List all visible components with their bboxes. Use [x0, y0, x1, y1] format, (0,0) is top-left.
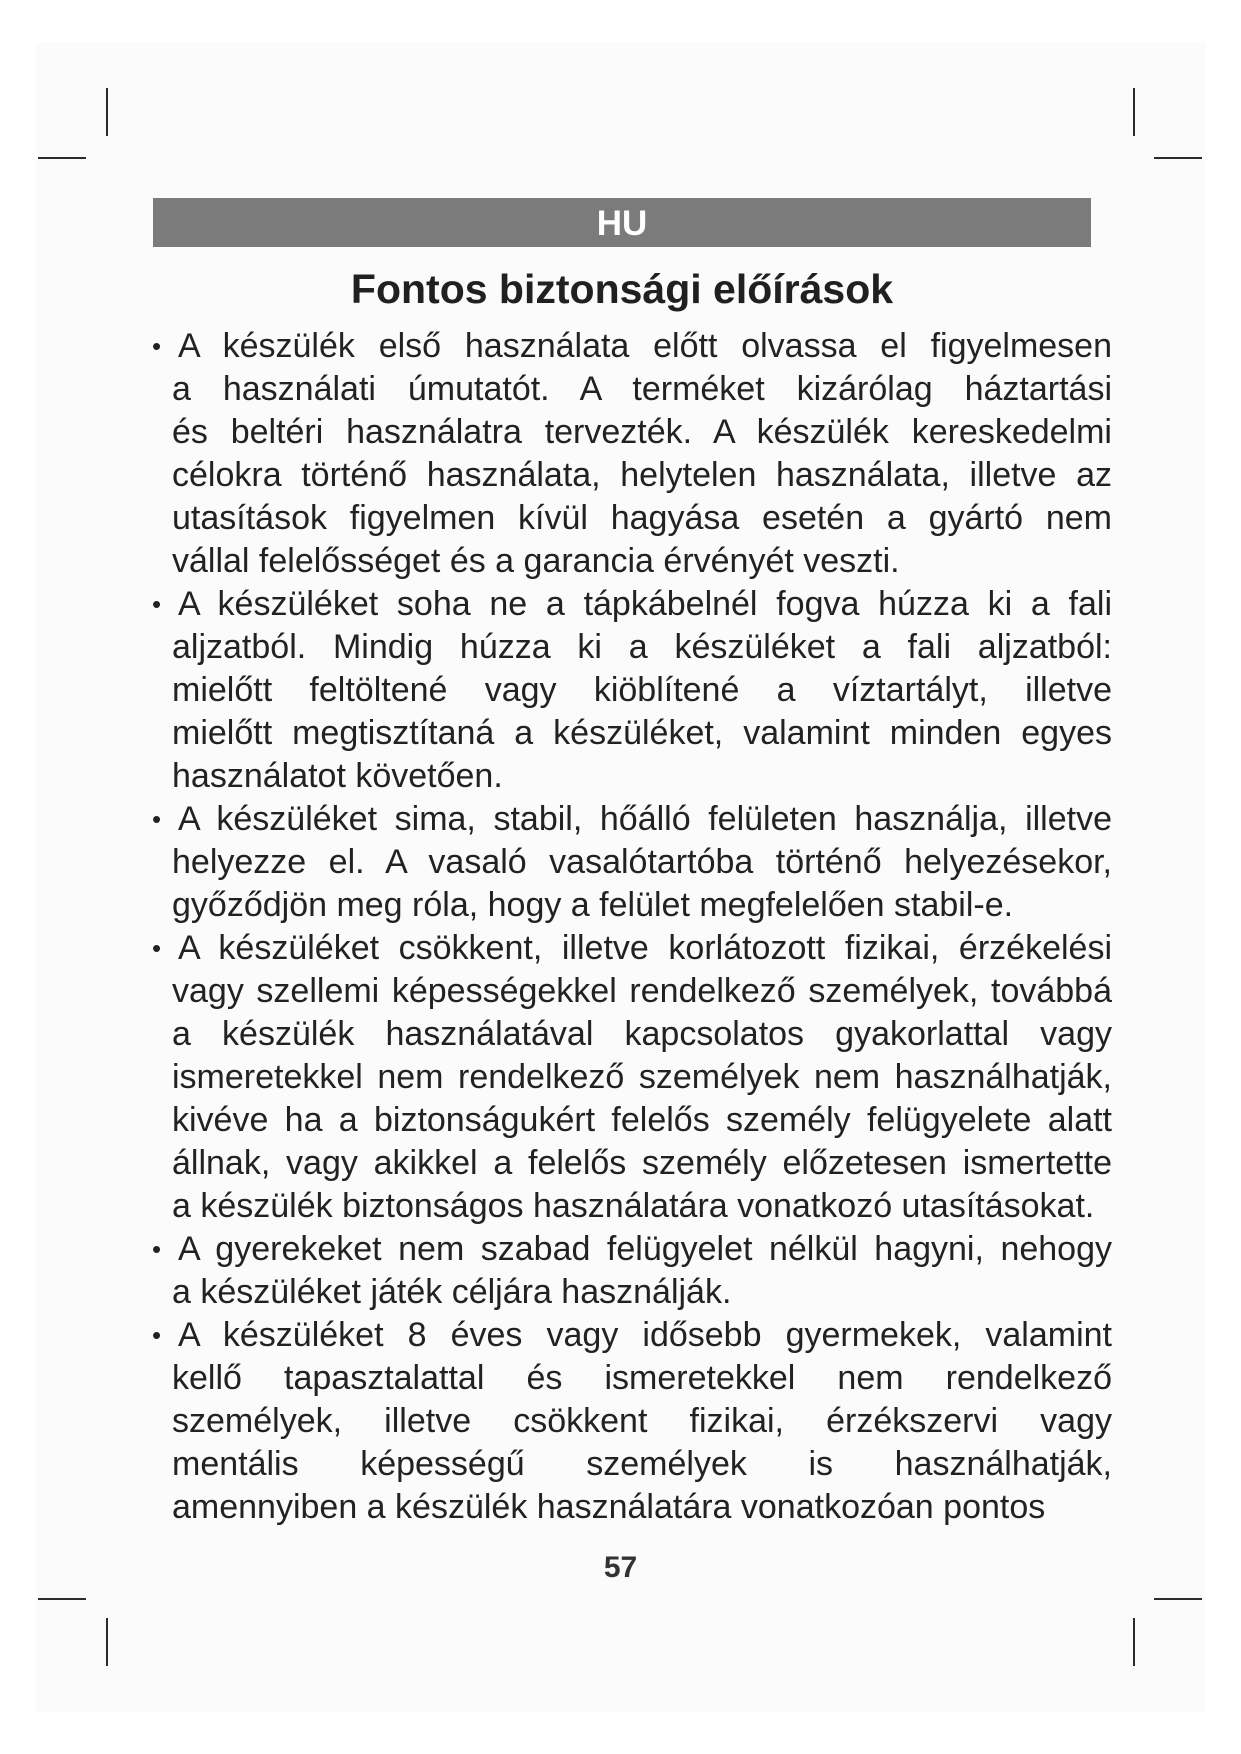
safety-instructions-list [152, 325, 1112, 1529]
instruction-line: mentális képességű személyek is használhatják, [172, 1445, 1112, 1483]
instruction-item [152, 1228, 1112, 1314]
instruction-line: A gyerekeket nem szabad felügyelet nélkül hagyni, nehogy [178, 1230, 1112, 1268]
instruction-line: A készüléket soha ne a tápkábelnél fogva húzza ki a fali [178, 585, 1112, 623]
instruction-line: a készülék használatával kapcsolatos gyakorlattal vagy [172, 1015, 1112, 1053]
instruction-line: győződjön meg róla, hogy a felület megfelelően stabil-e. [172, 886, 1014, 924]
bullet-icon: • [152, 1320, 162, 1350]
instruction-line: a készülék biztonságos használatára vonatkozó utasításokat. [172, 1187, 1095, 1225]
instruction-line: célokra történő használata, helytelen használata, illetve az [172, 456, 1112, 494]
instruction-line: A készüléket 8 éves vagy idősebb gyermekek, valamint [178, 1316, 1112, 1354]
instruction-item [152, 1314, 1112, 1529]
instruction-item [152, 798, 1112, 927]
instruction-line: kellő tapasztalattal és ismeretekkel nem rendelkező [172, 1359, 1112, 1397]
crop-mark-bottom-left-vertical [106, 1618, 108, 1666]
bullet-icon: • [152, 331, 162, 361]
instruction-line: használatot követően. [172, 757, 503, 795]
bullet-icon: • [152, 804, 162, 834]
crop-mark-top-left-horizontal [38, 157, 86, 159]
instruction-line: vállal felelősséget és a garancia érvényét veszti. [172, 542, 900, 580]
instruction-line: vagy szellemi képességekkel rendelkező személyek, továbbá [172, 972, 1112, 1010]
language-header-bar [153, 198, 1091, 247]
bullet-icon: • [152, 589, 162, 619]
language-code: HU [596, 204, 648, 243]
instruction-line: A készüléket sima, stabil, hőálló felületen használja, illetve [178, 800, 1112, 838]
instruction-line: mielőtt megtisztítaná a készüléket, valamint minden egyes [172, 714, 1112, 752]
instruction-line: helyezze el. A vasaló vasalótartóba történő helyezésekor, [172, 843, 1112, 881]
instruction-item [152, 325, 1112, 583]
instruction-item [152, 927, 1112, 1228]
instruction-line: A készülék első használata előtt olvassa el figyelmesen [178, 327, 1112, 365]
instruction-line: állnak, vagy akikkel a felelős személy előzetesen ismertette [172, 1144, 1112, 1182]
bullet-icon: • [152, 1234, 162, 1264]
instruction-line: a használati úmutatót. A terméket kizárólag háztartási [172, 370, 1112, 408]
page-title: Fontos biztonsági előírások [350, 266, 894, 312]
crop-mark-bottom-left-horizontal [38, 1598, 86, 1600]
instruction-line: utasítások figyelmen kívül hagyása esetén a gyártó nem [172, 499, 1112, 537]
page-number: 57 [603, 1551, 638, 1584]
instruction-line: a készüléket játék céljára használják. [172, 1273, 732, 1311]
instruction-item [152, 583, 1112, 798]
instruction-line: aljzatból. Mindig húzza ki a készüléket a fali aljzatból: [172, 628, 1112, 666]
instruction-line: személyek, illetve csökkent fizikai, érzékszervi vagy [172, 1402, 1112, 1440]
bullet-icon: • [152, 933, 162, 963]
crop-mark-bottom-right-vertical [1133, 1618, 1135, 1666]
instruction-line: és beltéri használatra tervezték. A készülék kereskedelmi [172, 413, 1112, 451]
crop-mark-top-left-vertical [106, 88, 108, 136]
crop-mark-top-right-horizontal [1154, 157, 1202, 159]
instruction-line: mielőtt feltöltené vagy kiöblítené a víztartályt, illetve [172, 671, 1112, 709]
instruction-line: A készüléket csökkent, illetve korlátozott fizikai, érzékelési [178, 929, 1112, 967]
crop-mark-top-right-vertical [1133, 88, 1135, 136]
crop-mark-bottom-right-horizontal [1154, 1598, 1202, 1600]
instruction-line: kivéve ha a biztonságukért felelős személy felügyelete alatt [172, 1101, 1112, 1139]
instruction-line: amennyiben a készülék használatára vonatkozóan pontos [172, 1488, 1046, 1526]
instruction-line: ismeretekkel nem rendelkező személyek nem használhatják, [172, 1058, 1112, 1096]
